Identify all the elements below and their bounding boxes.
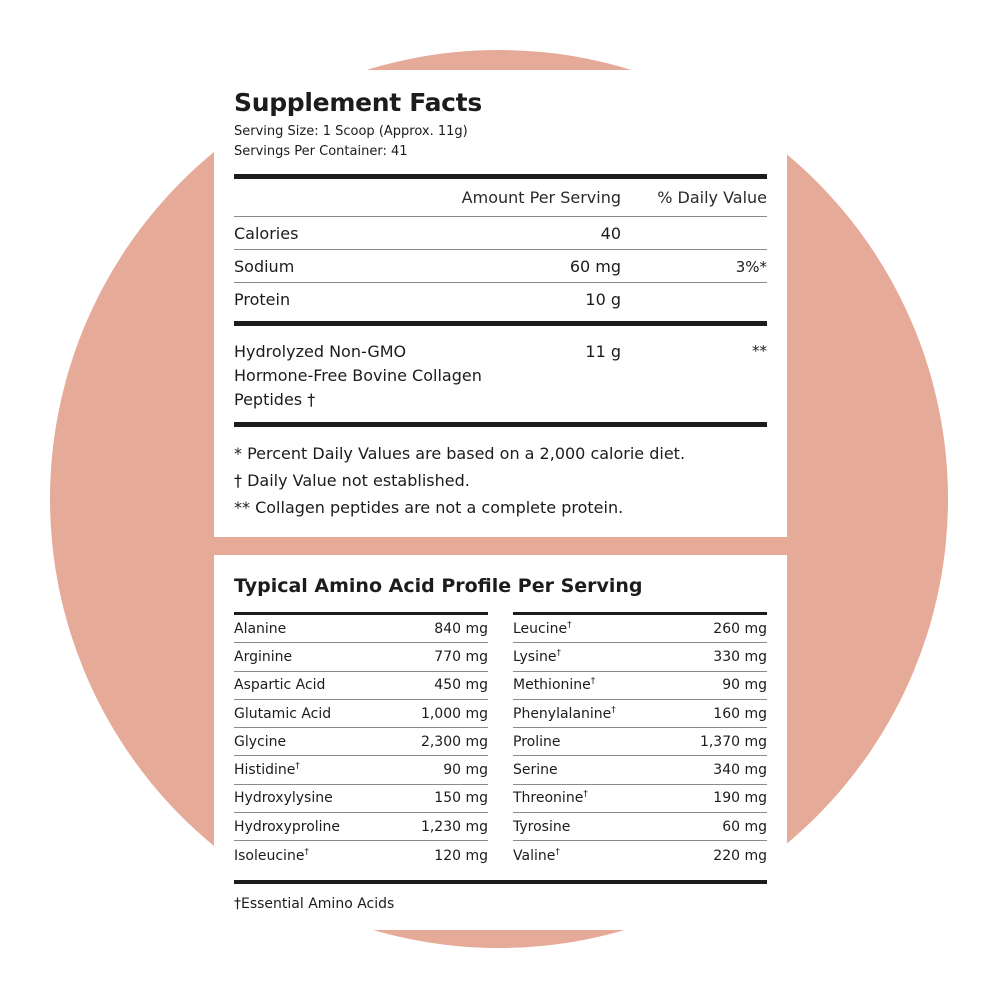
amino-name: Serine (513, 762, 558, 779)
thin-rule (234, 282, 767, 283)
amino-row (234, 615, 488, 643)
amino-name: Hydroxyproline (234, 818, 341, 835)
amino-amount: 190 mg (713, 790, 767, 807)
amino-row (513, 756, 767, 784)
amino-row (234, 672, 488, 700)
amino-amount: 330 mg (713, 648, 767, 665)
amino-name: Arginine (234, 648, 293, 665)
dagger-mark: † (590, 676, 596, 687)
amino-row (513, 728, 767, 756)
protein-amount: 10 g (585, 290, 621, 309)
amino-row (234, 841, 488, 869)
amino-name: Histidine (234, 762, 296, 779)
amino-name: Lysine (513, 648, 557, 665)
supplement-facts-panel (214, 70, 787, 537)
amino-title: Typical Amino Acid Profile Per Serving (234, 575, 643, 597)
amino-row (513, 643, 767, 671)
amino-name: Glutamic Acid (234, 705, 332, 722)
amino-row (513, 785, 767, 813)
collagen-label-line3: Peptides † (234, 390, 316, 409)
amino-name: Alanine (234, 620, 287, 637)
amino-row (513, 672, 767, 700)
amino-name: Aspartic Acid (234, 677, 326, 694)
essential-amino-footnote: †Essential Amino Acids (234, 896, 395, 912)
amino-amount: 150 mg (434, 790, 488, 807)
amino-amount: 340 mg (713, 762, 767, 779)
footnote-collagen: ** Collagen peptides are not a complete protein. (234, 498, 624, 517)
amino-row (234, 813, 488, 841)
amino-name: Hydroxylysine (234, 790, 333, 807)
amino-row (234, 728, 488, 756)
amino-name: Phenylalanine (513, 705, 612, 722)
thin-rule (234, 216, 767, 217)
dagger-mark: † (295, 761, 300, 772)
amount-per-serving-header: Amount Per Serving (461, 188, 621, 207)
amino-row (513, 700, 767, 728)
thick-rule (234, 321, 767, 326)
amino-amount: 2,300 mg (420, 733, 488, 750)
dagger-mark: † (556, 648, 561, 659)
calories-amount: 40 (600, 224, 621, 243)
amino-amount: 90 mg (722, 677, 767, 694)
amino-amount: 450 mg (434, 677, 488, 694)
amino-acid-panel (214, 555, 787, 930)
amino-row (234, 756, 488, 784)
amino-name: Glycine (234, 733, 287, 750)
amino-row (513, 841, 767, 869)
dagger-mark: † (611, 704, 616, 715)
servings-per-container: Servings Per Container: 41 (234, 144, 408, 159)
dagger-mark: † (304, 846, 309, 857)
thick-rule (234, 174, 767, 179)
amino-name: Tyrosine (513, 818, 571, 835)
serving-size: Serving Size: 1 Scoop (Approx. 11g) (234, 124, 468, 139)
amino-amount: 160 mg (713, 705, 767, 722)
amino-name: Proline (513, 733, 561, 750)
amino-name: Methionine (513, 677, 591, 694)
amino-amount: 770 mg (434, 648, 488, 665)
protein-label: Protein (234, 290, 291, 309)
calories-label: Calories (234, 224, 299, 243)
sodium-dv: 3%* (735, 258, 767, 276)
thin-rule (234, 249, 767, 250)
footnote-daily-values: * Percent Daily Values are based on a 2,000 calorie diet. (234, 444, 686, 463)
amino-amount: 840 mg (434, 620, 488, 637)
collagen-amount: 11 g (585, 342, 621, 361)
amino-amount: 60 mg (722, 818, 767, 835)
footnote-dv-not-established: † Daily Value not established. (234, 471, 470, 490)
amino-name: Isoleucine (234, 847, 305, 864)
amino-row (234, 643, 488, 671)
dagger-mark: † (555, 846, 560, 857)
sodium-amount: 60 mg (569, 257, 621, 276)
collagen-label-line2: Hormone-Free Bovine Collagen (234, 366, 482, 385)
amino-row (234, 700, 488, 728)
amino-name: Threonine (513, 790, 584, 807)
amino-amount: 220 mg (713, 847, 767, 864)
amino-amount: 260 mg (713, 620, 767, 637)
amino-row (513, 615, 767, 643)
amino-row (513, 813, 767, 841)
daily-value-header: % Daily Value (657, 188, 767, 207)
sodium-label: Sodium (234, 257, 295, 276)
amino-amount: 90 mg (443, 762, 488, 779)
amino-amount: 1,000 mg (420, 705, 488, 722)
amino-amount: 1,370 mg (699, 733, 767, 750)
amino-row (234, 785, 488, 813)
amino-name: Leucine (513, 620, 568, 637)
amino-column-left (234, 612, 488, 870)
collagen-dv: ** (752, 342, 767, 360)
thick-rule (234, 880, 767, 884)
amino-amount: 1,230 mg (420, 818, 488, 835)
thick-rule (234, 422, 767, 427)
dagger-mark: † (567, 619, 572, 630)
amino-amount: 120 mg (434, 847, 488, 864)
amino-column-right (513, 612, 767, 870)
dagger-mark: † (583, 789, 588, 800)
facts-title: Supplement Facts (234, 88, 482, 117)
collagen-label-line1: Hydrolyzed Non-GMO (234, 342, 407, 361)
amino-name: Valine (513, 847, 556, 864)
